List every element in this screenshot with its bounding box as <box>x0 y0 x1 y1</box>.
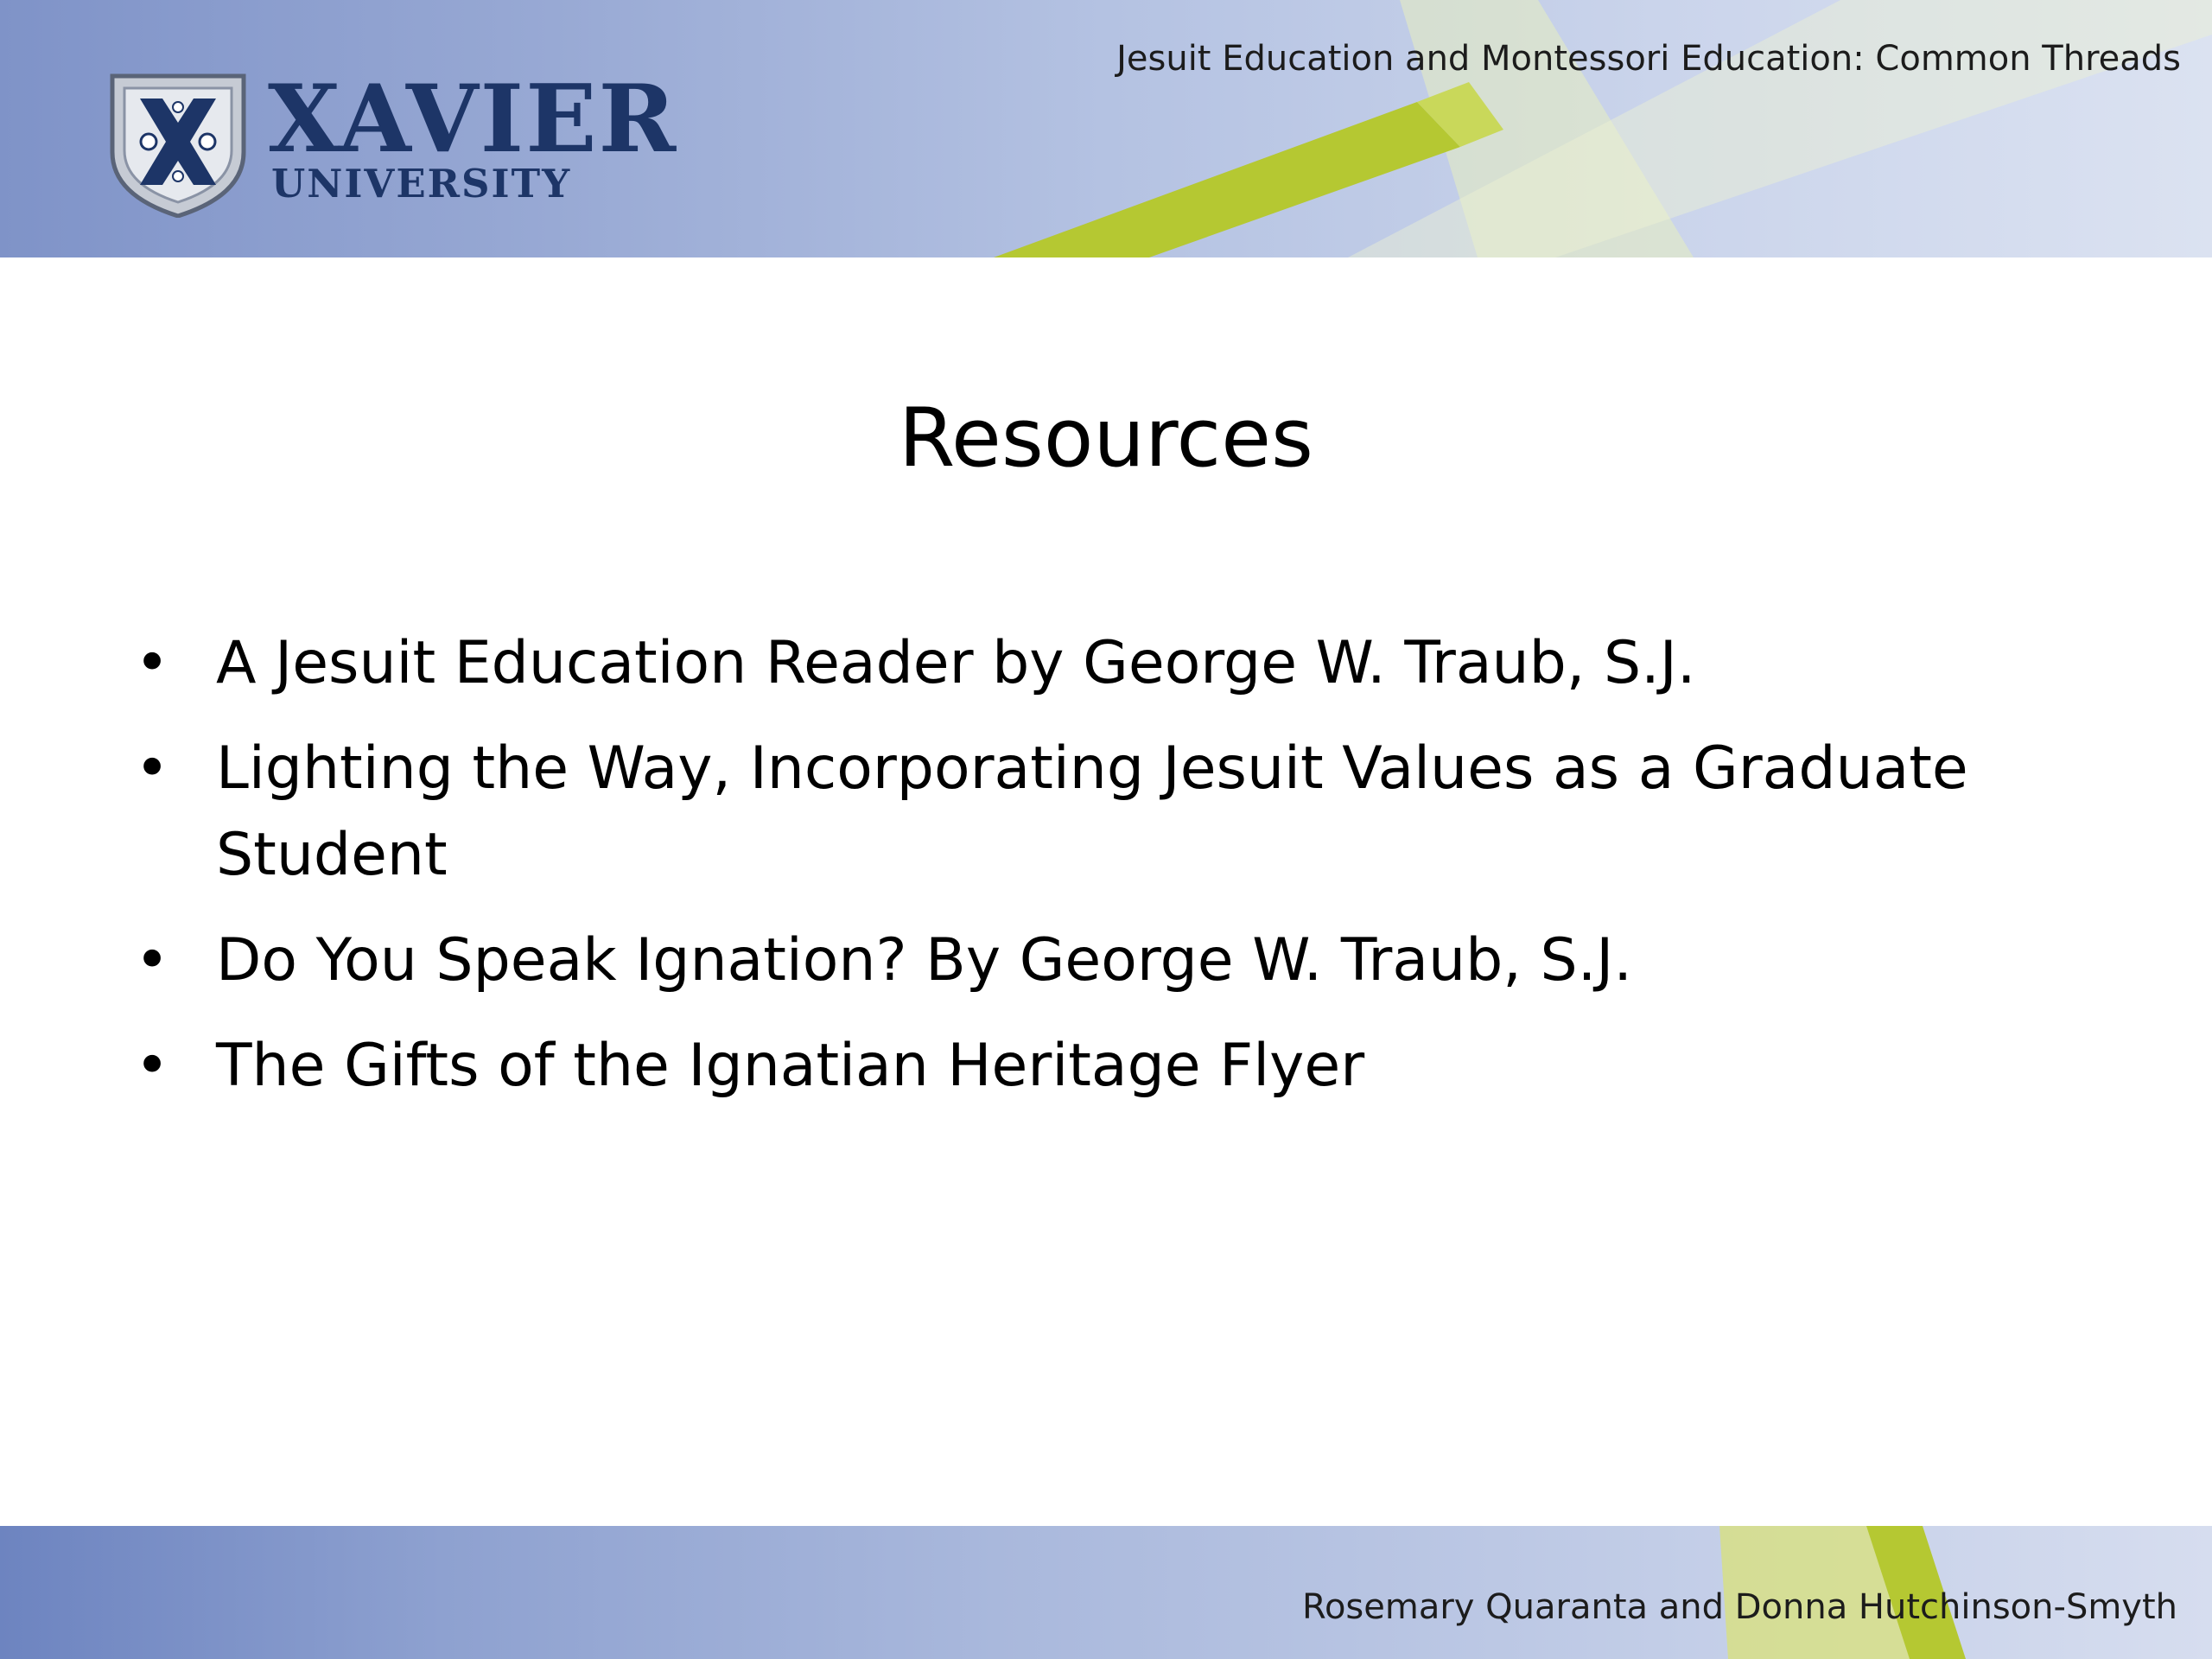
xavier-logo[interactable] <box>105 65 693 218</box>
bullet-icon: • <box>135 734 170 803</box>
list-item <box>121 620 2091 707</box>
footer-authors: Rosemary Quaranta and Donna Hutchinson-Smyth <box>1301 1587 2177 1627</box>
presentation-title: Jesuit Education and Montessori Education: Common Threads <box>1116 39 2181 79</box>
bullet-icon: • <box>135 1032 170 1100</box>
header-band <box>0 0 2212 257</box>
bullet-icon: • <box>135 926 170 995</box>
list-item <box>121 726 2091 899</box>
footer-band <box>0 1526 2212 1659</box>
list-item-text: Do You Speak Ignation? By George W. Traub, S.J. <box>216 926 1632 995</box>
list-item <box>121 1023 2091 1109</box>
x-shield-icon <box>105 69 251 218</box>
slide-title: Resources <box>898 391 1314 486</box>
logo-subtitle: UNIVERSITY <box>271 161 572 207</box>
logo-wordmark: XAVIER <box>268 65 678 174</box>
list-item-text: Lighting the Way, Incorporating Jesuit Values as a Graduate Student <box>216 734 1968 889</box>
list-item <box>121 918 2091 1004</box>
bullet-icon: • <box>135 629 170 697</box>
list-item-text: A Jesuit Education Reader by George W. Traub, S.J. <box>216 629 1696 697</box>
list-item-text: The Gifts of the Ignatian Heritage Flyer <box>216 1032 1365 1100</box>
resource-list <box>121 620 2091 1128</box>
